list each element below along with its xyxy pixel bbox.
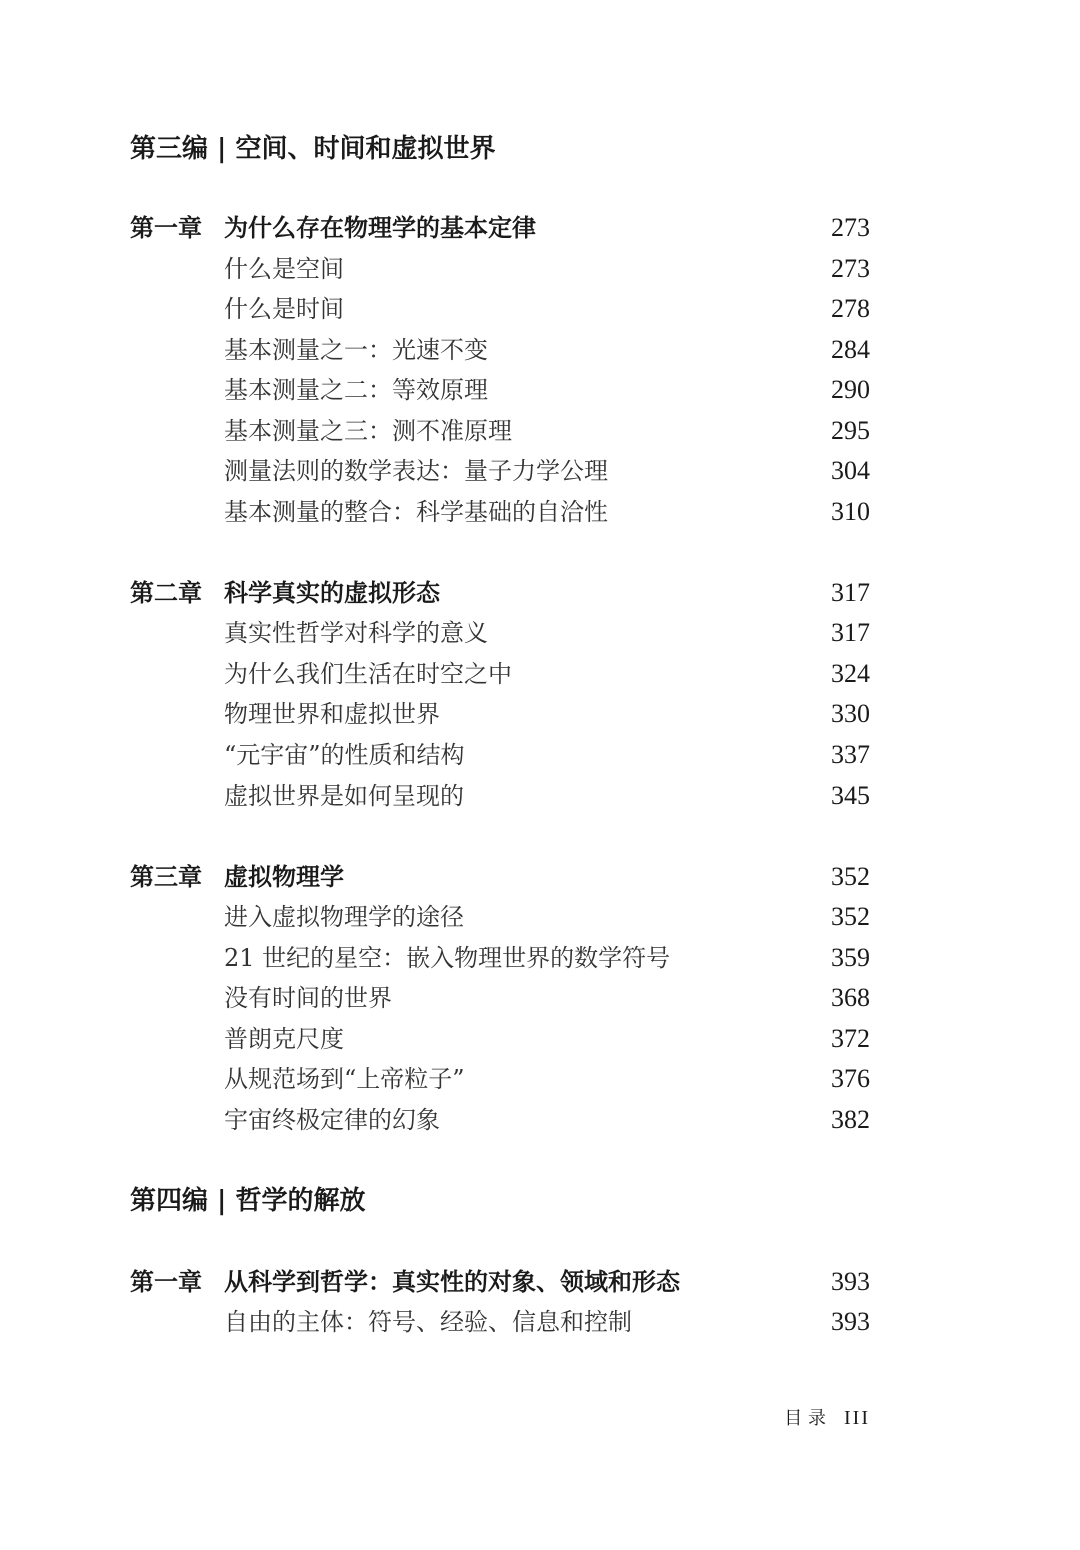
toc-chapter-row[interactable] — [130, 573, 870, 613]
entry-title: 基本测量的整合：科学基础的自洽性 — [224, 498, 608, 526]
toc-section-row[interactable] — [130, 978, 870, 1018]
entry-title: 虚拟物理学 — [224, 862, 344, 891]
entry-title: 科学真实的虚拟形态 — [224, 578, 440, 607]
toc-section-row[interactable] — [130, 1019, 870, 1059]
page-number: 278 — [831, 294, 870, 323]
entry-title: 物理世界和虚拟世界 — [224, 700, 440, 728]
entry-title: “元宇宙”的性质和结构 — [224, 741, 465, 769]
page-number: 304 — [831, 456, 870, 485]
page-number: 337 — [831, 740, 870, 769]
toc-section-row[interactable] — [130, 1100, 870, 1140]
page-number: 372 — [831, 1024, 870, 1053]
toc-section-row[interactable] — [130, 776, 870, 816]
page-number: 273 — [831, 213, 870, 242]
toc-section-row[interactable] — [130, 938, 870, 978]
toc-section-row[interactable] — [130, 735, 870, 775]
toc-section-row[interactable] — [130, 492, 870, 532]
toc-section-row[interactable] — [130, 694, 870, 734]
entry-title: 没有时间的世界 — [224, 984, 392, 1012]
footer-page-number: III — [844, 1407, 870, 1429]
toc-section-row[interactable] — [130, 654, 870, 694]
toc-section-row[interactable] — [130, 330, 870, 370]
page-number: 352 — [831, 902, 870, 931]
page-number: 310 — [831, 497, 870, 526]
page-number: 324 — [831, 659, 870, 688]
entry-title: 虚拟世界是如何呈现的 — [224, 782, 464, 810]
page-number: 359 — [831, 943, 870, 972]
toc-section-row[interactable] — [130, 613, 870, 653]
toc-section-row[interactable] — [130, 451, 870, 491]
chapter-number: 第一章 — [130, 213, 202, 242]
page-number: 382 — [831, 1105, 870, 1134]
page-number: 284 — [831, 335, 870, 364]
page-number: 273 — [831, 254, 870, 283]
toc-section-row[interactable] — [130, 897, 870, 937]
page-number: 352 — [831, 862, 870, 891]
toc-section-row[interactable] — [130, 411, 870, 451]
entry-title: 什么是时间 — [224, 295, 344, 323]
chapter-number: 第二章 — [130, 578, 202, 607]
toc-section-row[interactable] — [130, 289, 870, 329]
entry-title: 测量法则的数学表达：量子力学公理 — [224, 457, 608, 485]
page-footer — [784, 1404, 870, 1430]
entry-title: 自由的主体：符号、经验、信息和控制 — [224, 1308, 632, 1336]
entry-title: 21 世纪的星空：嵌入物理世界的数学符号 — [224, 944, 671, 972]
entry-title: 真实性哲学对科学的意义 — [224, 619, 488, 647]
page-number: 330 — [831, 699, 870, 728]
toc-chapter-row[interactable] — [130, 208, 870, 248]
entry-title: 为什么存在物理学的基本定律 — [224, 213, 536, 242]
toc-section-row[interactable] — [130, 1059, 870, 1099]
toc-chapter-row[interactable] — [130, 857, 870, 897]
page-number: 368 — [831, 983, 870, 1012]
entry-title: 基本测量之一：光速不变 — [224, 336, 488, 364]
toc-section-row[interactable] — [130, 370, 870, 410]
entry-title: 基本测量之三：测不准原理 — [224, 417, 512, 445]
toc-section-row[interactable] — [130, 1302, 870, 1342]
footer-label: 目 录 — [784, 1408, 827, 1429]
chapter-number: 第一章 — [130, 1267, 202, 1296]
entry-title: 宇宙终极定律的幻象 — [224, 1106, 440, 1134]
entry-title: 从科学到哲学：真实性的对象、领域和形态 — [224, 1267, 680, 1296]
part-heading-3: 第三编 | 空间、时间和虚拟世界 — [130, 134, 496, 164]
page-number: 393 — [831, 1267, 870, 1296]
page-number: 295 — [831, 416, 870, 445]
page-number: 393 — [831, 1307, 870, 1336]
page-number: 317 — [831, 578, 870, 607]
entry-title: 为什么我们生活在时空之中 — [224, 660, 512, 688]
page-number: 345 — [831, 781, 870, 810]
page-number: 376 — [831, 1064, 870, 1093]
entry-title: 进入虚拟物理学的途径 — [224, 903, 464, 931]
page-number: 290 — [831, 375, 870, 404]
entry-title: 普朗克尺度 — [224, 1025, 344, 1053]
entry-title: 从规范场到“上帝粒子” — [224, 1065, 465, 1093]
entry-title: 什么是空间 — [224, 255, 344, 283]
toc-section-row[interactable] — [130, 249, 870, 289]
part-heading-4: 第四编 | 哲学的解放 — [130, 1186, 366, 1216]
entry-title: 基本测量之二：等效原理 — [224, 376, 488, 404]
toc-chapter-row[interactable] — [130, 1262, 870, 1302]
page-number: 317 — [831, 618, 870, 647]
chapter-number: 第三章 — [130, 862, 202, 891]
